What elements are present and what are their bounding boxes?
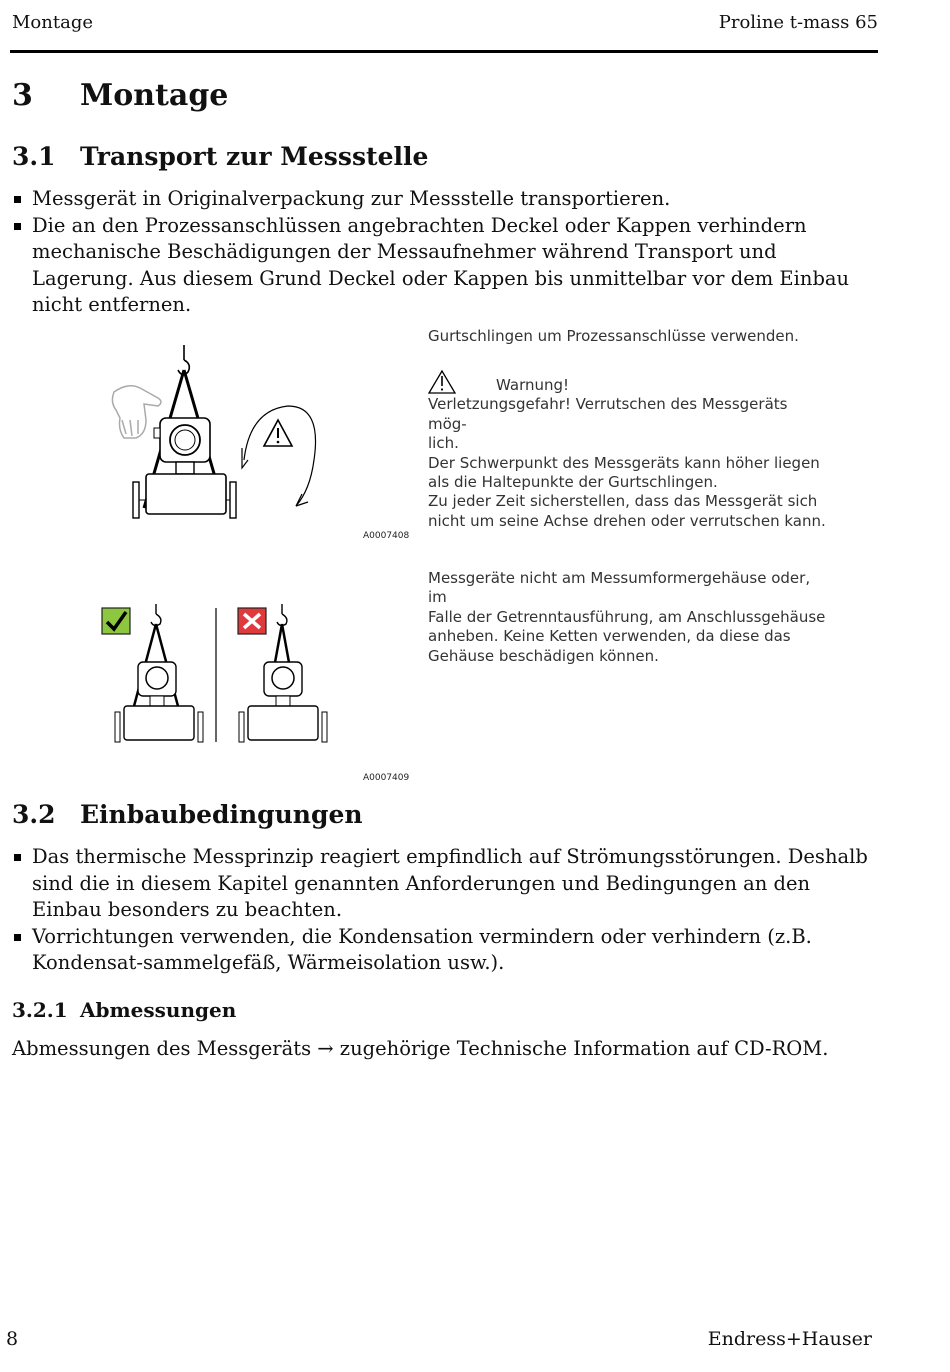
warning-line: Verletzungsgefahr! Verrutschen des Messgeräts mög-	[428, 395, 788, 433]
figure-2-id: A0007409	[363, 773, 410, 783]
header-right: Proline t-mass 65	[718, 12, 878, 33]
caption-line: Messgeräte nicht am Messumformergehäuse oder, im	[428, 569, 811, 607]
warning-note	[428, 376, 828, 531]
cross-icon	[238, 608, 266, 634]
bullet-list-transport	[12, 186, 882, 319]
checkmark-icon	[102, 608, 130, 634]
chapter-heading	[12, 78, 228, 113]
section-title: Transport zur Messstelle	[80, 142, 429, 171]
header-left: Montage	[12, 12, 93, 33]
subsection-number: 3.2.1	[12, 998, 68, 1022]
header-rule	[10, 50, 878, 53]
section-number: 3.1	[12, 142, 56, 171]
warning-line: Zu jeder Zeit sicherstellen, dass das Messgerät sich	[428, 492, 818, 511]
section-heading-3-1	[12, 142, 428, 171]
figure-1-caption: Gurtschlingen um Prozessanschlüsse verwenden.	[428, 327, 799, 345]
crane-hook-icon	[151, 604, 161, 626]
section-title: Einbaubedingungen	[80, 800, 363, 829]
figure-1-id: A0007408	[363, 531, 410, 541]
lifting-do-dont-figure	[98, 598, 330, 748]
chapter-title: Montage	[80, 78, 229, 113]
warning-line: Der Schwerpunkt des Messgeräts kann höher liegen	[428, 453, 820, 472]
page-number: 8	[6, 1328, 19, 1350]
crane-hook-icon	[277, 604, 287, 626]
caption-line: Gehäuse beschädigen können.	[428, 646, 659, 665]
warning-title: Warnung!	[496, 376, 570, 394]
list-item: Die an den Prozessanschlüssen angebrachten Deckel oder Kappen verhindern mechanische Beschädigungen der Messaufnehmer während Transport und Lagerung. Aus diesem Grund Deckel oder Kappen bis unmittelbar vor dem Einbau nicht entfernen.	[12, 213, 882, 319]
warning-line: als die Haltepunkte der Gurtschlingen.	[428, 473, 718, 492]
warning-line: nicht um seine Achse drehen oder verrutschen kann.	[428, 511, 826, 530]
list-item: Vorrichtungen verwenden, die Kondensation vermindern oder verhindern (z.B. Kondensat-sammelgefäß, Wärmeisolation usw.).	[12, 924, 882, 977]
subsection-title: Abmessungen	[80, 998, 237, 1022]
list-item: Messgerät in Originalverpackung zur Messstelle transportieren.	[12, 186, 882, 213]
footer-brand: Endress+Hauser	[707, 1328, 872, 1350]
transport-sling-figure	[100, 340, 430, 530]
figure-2-caption	[428, 569, 828, 666]
section-number: 3.2	[12, 800, 56, 829]
warning-triangle-icon	[428, 370, 456, 394]
warning-line: lich.	[428, 434, 459, 453]
list-item: Das thermische Messprinzip reagiert empfindlich auf Strömungsstörungen. Deshalb sind die in diesem Kapitel genannten Anforderungen und Bedingungen an den Einbau besonders zu beachten.	[12, 844, 882, 924]
bullet-list-installation	[12, 844, 882, 977]
dimensions-paragraph: Abmessungen des Messgeräts → zugehörige Technische Information auf CD-ROM.	[12, 1037, 829, 1060]
warning-triangle-icon	[264, 420, 292, 446]
caption-line: anheben. Keine Ketten verwenden, da diese das	[428, 627, 791, 646]
subsection-heading-3-2-1	[12, 998, 236, 1022]
caption-line: Falle der Getrenntausführung, am Anschlussgehäuse	[428, 607, 826, 626]
chapter-number: 3	[12, 78, 33, 113]
section-heading-3-2	[12, 800, 363, 829]
